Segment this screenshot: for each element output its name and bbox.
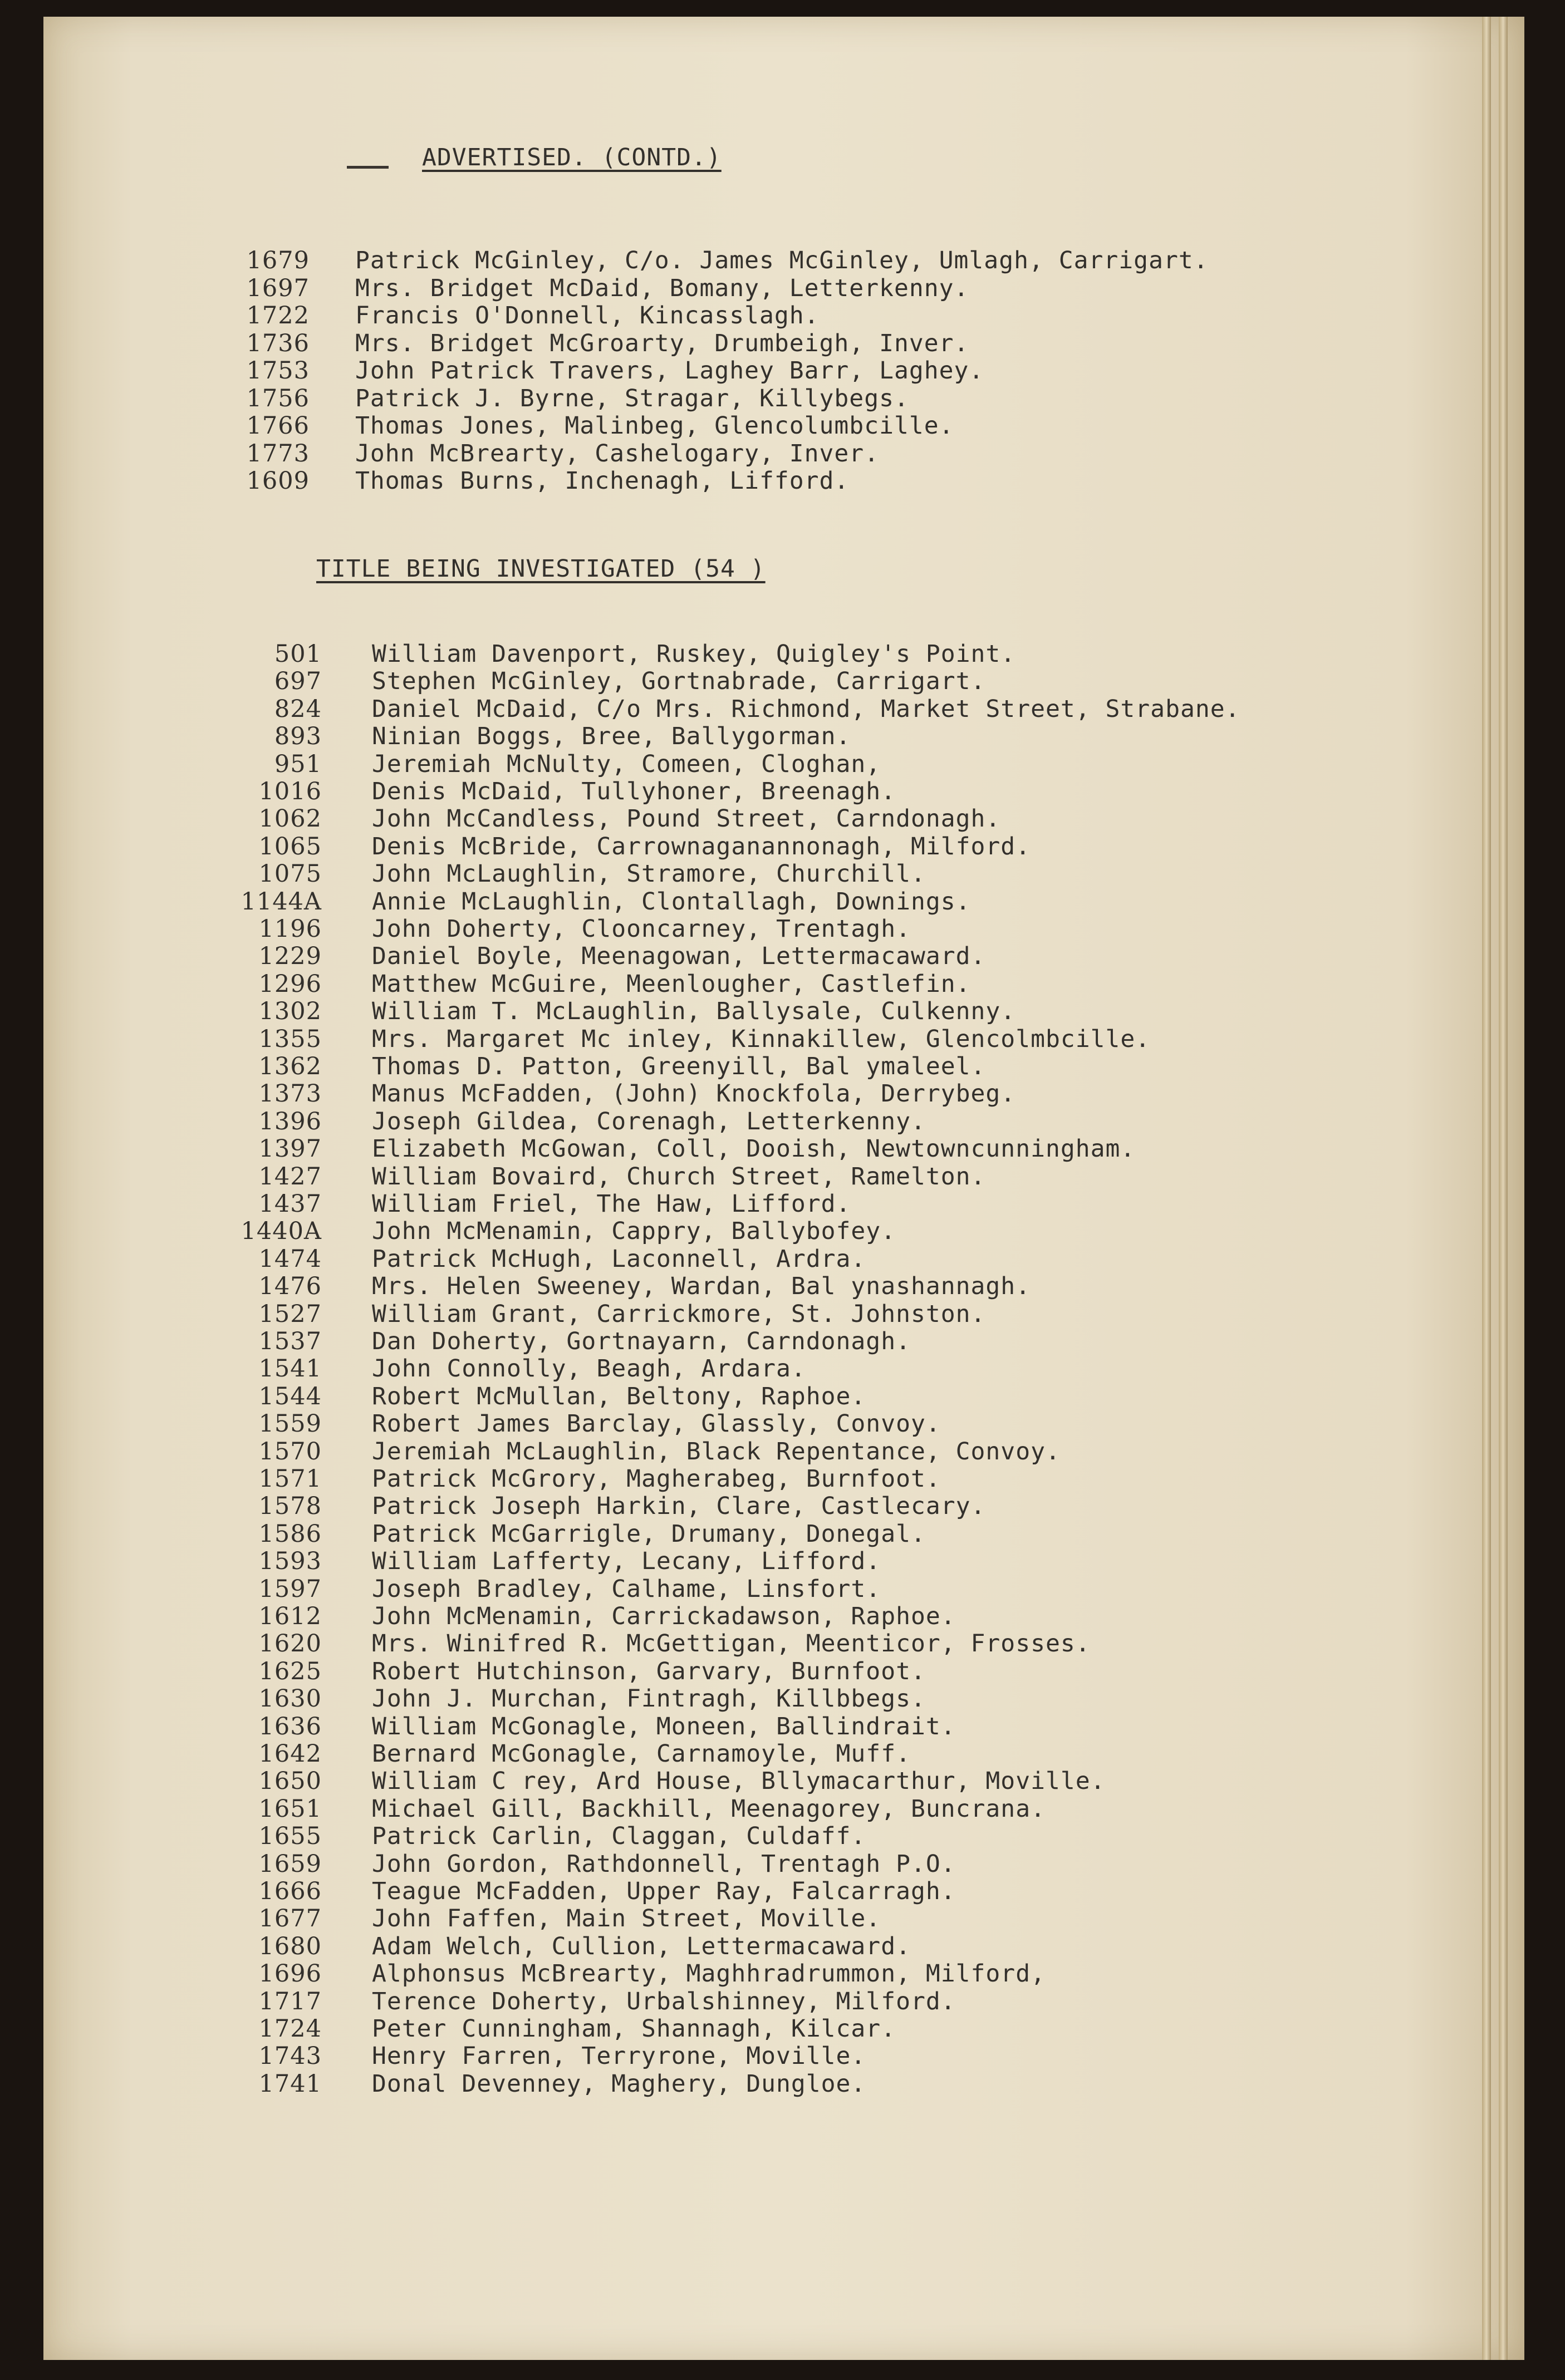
entry-number: 1659 [258, 1850, 322, 1878]
entry-text: Joseph Bradley, Calhame, Linsfort. [372, 1575, 881, 1603]
entry-number: 824 [274, 695, 322, 723]
entry-text: Teague McFadden, Upper Ray, Falcarragh. [372, 1877, 956, 1905]
entry-text: Patrick McGinley, C/o. James McGinley, Umlagh, Carrigart. [355, 247, 1209, 274]
entry-text: Robert Hutchinson, Garvary, Burnfoot. [372, 1657, 926, 1685]
entry-number: 1736 [246, 329, 310, 357]
entry-number: 1075 [258, 860, 322, 888]
entry-number: 1544 [258, 1382, 322, 1410]
entry-text: Donal Devenney, Maghery, Dungloe. [372, 2069, 866, 2098]
entry-number: 1642 [258, 1740, 322, 1768]
entry-number: 1437 [258, 1190, 322, 1218]
entry-text: Robert McMullan, Beltony, Raphoe. [372, 1382, 866, 1410]
entry-number: 1527 [258, 1300, 322, 1328]
entry-number: 1396 [258, 1107, 322, 1135]
entry-number: 1196 [258, 915, 322, 943]
entry-text: Mrs. Margaret Mc inley, Kinnakillew, Glencolmbcille. [372, 1025, 1151, 1053]
entry-number: 1630 [258, 1685, 322, 1713]
entry-text: Thomas Jones, Malinbeg, Glencolumbcille. [355, 412, 954, 440]
entry-number: 1679 [246, 247, 310, 274]
entry-text: William Davenport, Ruskey, Quigley's Point. [372, 640, 1016, 668]
entry-text: Alphonsus McBrearty, Maghhradrummon, Milford, [372, 1960, 1046, 1988]
entry-text: Michael Gill, Backhill, Meenagorey, Buncrana. [372, 1794, 1046, 1823]
entry-number: 893 [274, 722, 322, 751]
entry-number: 1756 [246, 384, 310, 412]
entry-text: Jeremiah McNulty, Comeen, Cloghan, [372, 750, 881, 778]
entry-text: Adam Welch, Cullion, Lettermacaward. [372, 1932, 911, 1960]
entry-number: 1636 [258, 1712, 322, 1740]
entry-number: 1065 [258, 832, 322, 860]
entry-number: 1741 [258, 2069, 322, 2098]
entry-number: 1476 [258, 1272, 322, 1301]
entry-text: John McCandless, Pound Street, Carndonagh. [372, 805, 1001, 833]
entry-number: 1474 [258, 1245, 322, 1273]
entry-number: 1440A [241, 1217, 322, 1246]
entry-number: 1650 [258, 1767, 322, 1796]
entry-number: 1578 [258, 1492, 322, 1521]
entry-number: 1362 [258, 1053, 322, 1080]
entry-text: Stephen McGinley, Gortnabrade, Carrigart. [372, 667, 986, 696]
entry-text: Ninian Boggs, Bree, Ballygorman. [372, 722, 851, 751]
entry-text: Peter Cunningham, Shannagh, Kilcar. [372, 2015, 896, 2043]
entry-text: Francis O'Donnell, Kincasslagh. [355, 302, 820, 330]
entry-text: Robert James Barclay, Glassly, Convoy. [372, 1410, 941, 1438]
entry-number: 1355 [258, 1025, 322, 1053]
entry-text: John J. Murchan, Fintragh, Killbbegs. [372, 1685, 926, 1713]
section-heading-title-investigated: TITLE BEING INVESTIGATED (54 ) [316, 555, 766, 583]
entry-text: Patrick McHugh, Laconnell, Ardra. [372, 1245, 866, 1273]
entry-number: 1570 [258, 1437, 322, 1466]
entry-number: 1571 [258, 1465, 322, 1493]
entry-text: John McLaughlin, Stramore, Churchill. [372, 860, 926, 888]
entry-number: 1696 [258, 1960, 322, 1988]
entry-number: 1625 [258, 1657, 322, 1685]
entry-number: 1597 [258, 1575, 322, 1603]
entry-number: 1229 [258, 942, 322, 971]
entry-text: Elizabeth McGowan, Coll, Dooish, Newtowncunningham. [372, 1135, 1136, 1163]
entry-text: Patrick J. Byrne, Stragar, Killybegs. [355, 384, 909, 412]
entry-text: William Bovaird, Church Street, Ramelton. [372, 1162, 986, 1191]
page-content [43, 17, 1524, 2360]
entry-number: 1609 [246, 467, 310, 495]
entry-text: Daniel McDaid, C/o Mrs. Richmond, Market Street, Strabane. [372, 695, 1240, 723]
entry-number: 1697 [246, 274, 310, 302]
entry-number: 1541 [258, 1355, 322, 1383]
entry-text: Mrs. Bridget McGroarty, Drumbeigh, Inver. [355, 329, 969, 357]
entry-text: Patrick Joseph Harkin, Clare, Castlecary. [372, 1492, 986, 1521]
entry-text: Mrs. Bridget McDaid, Bomany, Letterkenny. [355, 274, 969, 302]
entry-number: 1537 [258, 1327, 322, 1355]
entry-number: 1586 [258, 1520, 322, 1548]
entry-text: Thomas Burns, Inchenagh, Lifford. [355, 467, 850, 495]
entry-number: 1651 [258, 1794, 322, 1823]
entry-text: Mrs. Winifred R. McGettigan, Meenticor, Frosses. [372, 1630, 1091, 1658]
entry-text: Thomas D. Patton, Greenyill, Bal ymaleel. [372, 1053, 986, 1080]
entry-text: Bernard McGonagle, Carnamoyle, Muff. [372, 1740, 911, 1768]
entry-text: William Grant, Carrickmore, St. Johnston. [372, 1300, 986, 1328]
entry-number: 1302 [258, 997, 322, 1026]
entry-text: John Faffen, Main Street, Moville. [372, 1905, 881, 1933]
entry-text: Patrick McGrory, Magherabeg, Burnfoot. [372, 1465, 941, 1493]
entry-number: 1680 [258, 1932, 322, 1960]
entry-text: John Connolly, Beagh, Ardara. [372, 1355, 806, 1383]
entry-text: Denis McDaid, Tullyhoner, Breenagh. [372, 778, 896, 805]
entry-text: Daniel Boyle, Meenagowan, Lettermacaward. [372, 942, 986, 971]
entry-number: 501 [274, 640, 322, 668]
entry-text: William Lafferty, Lecany, Lifford. [372, 1547, 881, 1576]
entry-number: 1559 [258, 1410, 322, 1438]
entry-number: 1397 [258, 1135, 322, 1163]
entry-text: Terence Doherty, Urbalshinney, Milford. [372, 1987, 956, 2015]
entry-number: 1743 [258, 2042, 322, 2071]
entry-text: Henry Farren, Terryrone, Moville. [372, 2042, 866, 2071]
entry-text: Dan Doherty, Gortnayarn, Carndonagh. [372, 1327, 911, 1355]
entry-text: John McMenamin, Cappry, Ballybofey. [372, 1217, 896, 1246]
entry-text: William C rey, Ard House, Bllymacarthur, Moville. [372, 1767, 1106, 1796]
entry-number: 1773 [246, 439, 310, 468]
entry-text: John Patrick Travers, Laghey Barr, Laghey. [355, 357, 984, 385]
entry-number: 1427 [258, 1162, 322, 1191]
document-page [43, 17, 1524, 2360]
entry-number: 1724 [258, 2015, 322, 2043]
entry-text: Patrick Carlin, Claggan, Culdaff. [372, 1822, 866, 1851]
entry-text: John McMenamin, Carrickadawson, Raphoe. [372, 1602, 956, 1630]
entry-text: William McGonagle, Moneen, Ballindrait. [372, 1712, 956, 1740]
entry-number: 1722 [246, 302, 310, 330]
entry-text: Patrick McGarrigle, Drumany, Donegal. [372, 1520, 926, 1548]
entry-text: William Friel, The Haw, Lifford. [372, 1190, 851, 1218]
entry-number: 951 [274, 750, 322, 778]
section-heading-advertised: ADVERTISED. (CONTD.) [422, 144, 722, 171]
entry-number: 697 [274, 667, 322, 696]
entry-number: 1144A [241, 887, 322, 916]
entry-text: Mrs. Helen Sweeney, Wardan, Bal ynashannagh. [372, 1272, 1031, 1301]
entry-number: 1655 [258, 1822, 322, 1851]
entry-number: 1620 [258, 1630, 322, 1658]
entry-text: Joseph Gildea, Corenagh, Letterkenny. [372, 1107, 926, 1135]
entry-text: Denis McBride, Carrownaganannonagh, Milford. [372, 832, 1031, 860]
entry-text: John Doherty, Clooncarney, Trentagh. [372, 915, 911, 943]
entry-number: 1593 [258, 1547, 322, 1576]
entry-number: 1766 [246, 412, 310, 440]
entry-number: 1373 [258, 1080, 322, 1108]
entry-text: Annie McLaughlin, Clontallagh, Downings. [372, 887, 971, 916]
entry-number: 1062 [258, 805, 322, 833]
entry-text: John Gordon, Rathdonnell, Trentagh P.O. [372, 1850, 956, 1878]
heading-dash [347, 166, 389, 169]
entry-text: William T. McLaughlin, Ballysale, Culkenny. [372, 997, 1016, 1026]
entry-number: 1296 [258, 970, 322, 998]
entry-number: 1666 [258, 1877, 322, 1905]
entry-number: 1016 [258, 778, 322, 805]
entry-text: John McBrearty, Cashelogary, Inver. [355, 439, 880, 468]
entry-number: 1612 [258, 1602, 322, 1630]
entry-text: Manus McFadden, (John) Knockfola, Derrybeg. [372, 1080, 1016, 1108]
entry-number: 1753 [246, 357, 310, 385]
entry-text: Jeremiah McLaughlin, Black Repentance, Convoy. [372, 1437, 1061, 1466]
entry-number: 1717 [258, 1987, 322, 2015]
entry-number: 1677 [258, 1905, 322, 1933]
entry-text: Matthew McGuire, Meenlougher, Castlefin. [372, 970, 971, 998]
